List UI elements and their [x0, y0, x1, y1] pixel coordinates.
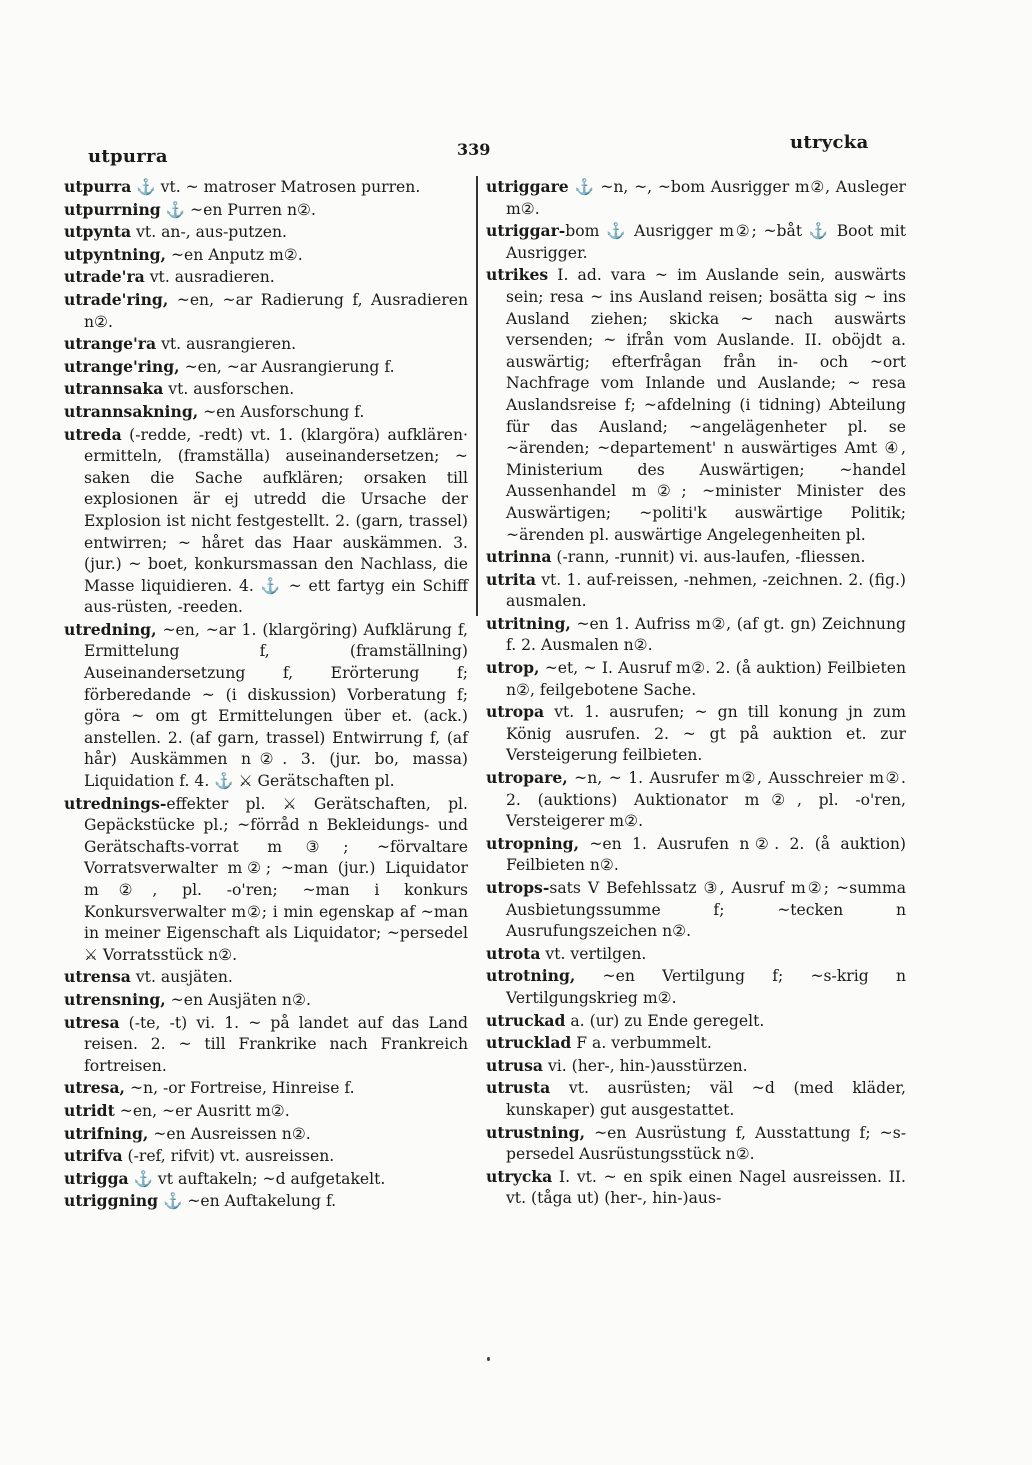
- entry-definition: effekter pl. ⚔ Gerätschaften, pl. Gepäckstücke pl.; ~förråd n Bekleidungs- und Gerätschafts-vorrat m③; ~förvaltare Vorratsverwalter m②; ~man (jur.) Liquidator m②, pl. -o'ren; ~man i konkurs Konkursverwalter m②; i min egenskap af ~man in meiner Eigenschaft als Liquidator; ~persedel ⚔ Vorratsstück n②.: [84, 794, 468, 964]
- entry-definition: ~en 1. Aufriss m②, (af gt. gn) Zeichnung f. 2. Ausmalen n②.: [506, 614, 906, 655]
- entry-headword: utrita: [486, 569, 536, 589]
- left-running-headword: utpurra: [88, 146, 168, 167]
- dictionary-entry: [486, 965, 906, 1009]
- dictionary-entry: [64, 793, 468, 967]
- dictionary-entry: [64, 356, 468, 379]
- dictionary-entry: [64, 289, 468, 333]
- entry-definition: ~en Ausjäten n②.: [165, 990, 311, 1009]
- entry-headword: utrota: [486, 943, 541, 963]
- dictionary-entry: [486, 943, 906, 966]
- dictionary-entry: [64, 1077, 468, 1100]
- dictionary-entry: [486, 657, 906, 701]
- entry-definition: ~en Ausrüstung f, Ausstattung f; ~s-persedel Ausrüstungsstück n②.: [506, 1123, 906, 1164]
- entry-definition: vt. ausrüsten; väl ~d (med kläder, kunskaper) gut ausgestattet.: [506, 1079, 906, 1119]
- entry-definition: vt. ausrangieren.: [156, 335, 297, 354]
- entry-definition: ~et, ~ I. Ausruf m②. 2. (å auktion) Feilbieten n②, feilgebotene Sache.: [506, 659, 906, 699]
- dictionary-entry: [64, 1012, 468, 1078]
- entry-headword: utropare,: [486, 768, 568, 788]
- right-column: [486, 176, 906, 1210]
- entry-headword: utrigga: [64, 1168, 129, 1188]
- entry-definition: ⚓ ~n, ~, ~bom Ausrigger m②, Ausleger m②.: [506, 178, 906, 218]
- entry-headword: utriggar-: [486, 221, 566, 241]
- dictionary-entry: [486, 1077, 906, 1121]
- entry-definition: vt. ausjäten.: [130, 968, 233, 987]
- column-divider: [476, 176, 478, 616]
- dictionary-entry: [486, 767, 906, 833]
- entry-headword: utredning,: [64, 619, 157, 639]
- dictionary-entry: [486, 1010, 906, 1033]
- dictionary-entry: [486, 1055, 906, 1078]
- entry-headword: utridt: [64, 1100, 115, 1120]
- right-running-headword: utrycka: [790, 132, 869, 153]
- entry-definition: vt. an-, aus-putzen.: [131, 223, 287, 242]
- dictionary-entry: [64, 1145, 468, 1168]
- entry-definition: F a. verbummelt.: [571, 1034, 712, 1053]
- entry-definition: ⚓ vt. ~ matroser Matrosen purren.: [131, 178, 421, 196]
- entry-headword: utropa: [486, 702, 545, 722]
- dictionary-entry: [486, 1122, 906, 1166]
- entry-headword: utrops-: [486, 878, 550, 897]
- entry-headword: utrucklad: [486, 1033, 572, 1053]
- dictionary-entry: [64, 333, 468, 356]
- entry-headword: utruckad: [486, 1010, 566, 1030]
- entry-headword: utrotning,: [486, 966, 576, 986]
- paper-speck: [487, 1357, 490, 1361]
- entry-headword: utrycka: [486, 1166, 553, 1186]
- entry-headword: utrade'ra: [64, 267, 145, 287]
- entry-definition: (-ref, rifvit) vt. ausreissen.: [122, 1147, 335, 1166]
- entry-definition: ~en, ~er Ausritt m②.: [114, 1101, 290, 1120]
- entry-definition: ~en, ~ar 1. (klargöring) Aufklärung f, Ermittelung f, (framställning) Auseinandersetzung f, Erörterung f; förberedande ~ (i diskussion) Vorberatung f; göra ~ om gt Ermittelungen über et. (ack.) anstellen. 2. (af garn, trassel) Entwirrung f, (af hår) Auskämmen n②. 3. (jur. bo, massa) Liquidation f. 4. ⚓ ⚔ Gerätschaften pl.: [84, 620, 468, 791]
- dictionary-entry: [64, 1123, 468, 1146]
- entry-definition: ~en Vertilgung f; ~s-krig n Vertilgungskrieg m②.: [506, 967, 906, 1007]
- entry-headword: utrustning,: [486, 1122, 586, 1142]
- entry-headword: utrannsaka: [64, 379, 164, 399]
- entry-headword: utriggare: [486, 177, 569, 196]
- dictionary-entry: [486, 833, 906, 877]
- dictionary-entry: [486, 877, 906, 943]
- dictionary-entry: [486, 1032, 906, 1055]
- entry-headword: utrifva: [64, 1146, 123, 1166]
- entry-headword: utrange'ra: [64, 334, 157, 354]
- entry-headword: utrusta: [486, 1078, 551, 1098]
- entry-definition: ~en 1. Ausrufen n②. 2. (å auktion) Feilbieten n②.: [506, 834, 906, 875]
- entry-headword: utpyntning,: [64, 244, 166, 264]
- entry-headword: utresa,: [64, 1078, 125, 1098]
- entry-headword: utpynta: [64, 222, 132, 242]
- dictionary-entry: [64, 989, 468, 1012]
- dictionary-entry: [486, 546, 906, 569]
- entry-headword: utrinna: [486, 547, 552, 567]
- entry-definition: vt. ausforschen.: [163, 380, 295, 399]
- entry-headword: utrednings-: [64, 793, 167, 813]
- entry-definition: ⚓ vt auftakeln; ~d aufgetakelt.: [128, 1169, 386, 1188]
- entry-headword: utritning,: [486, 613, 571, 633]
- entry-headword: utrikes: [486, 265, 549, 285]
- dictionary-entry: [486, 1166, 906, 1210]
- entry-definition: ~en Ausreissen n②.: [148, 1124, 311, 1143]
- entry-headword: utpurra: [64, 177, 132, 196]
- entry-headword: utrensa: [64, 967, 131, 987]
- dictionary-entry: [64, 244, 468, 267]
- entry-definition: I. vt. ~ en spik einen Nagel ausreissen. II. vt. (tåga ut) (her-, hin-)aus-: [506, 1167, 906, 1208]
- entry-definition: vt. 1. ausrufen; ~ gn till konung jn zum König ausrufen. 2. ~ gt på auktion et. zur Versteigerung feilbieten.: [506, 703, 906, 765]
- entry-definition: ⚓ ~en Auftakelung f.: [158, 1192, 337, 1211]
- entry-headword: utrifning,: [64, 1123, 149, 1143]
- dictionary-entry: [486, 569, 906, 613]
- entry-definition: vt. 1. auf-reissen, -nehmen, -zeichnen. 2. (fig.) ausmalen.: [506, 570, 906, 611]
- dictionary-entry: [64, 221, 468, 244]
- dictionary-entry: [64, 378, 468, 401]
- entry-headword: utrop,: [486, 658, 540, 678]
- dictionary-entry: [486, 613, 906, 657]
- dictionary-entry: [64, 1168, 468, 1191]
- entry-definition: I. ad. vara ~ im Auslande sein, auswärts sein; resa ~ ins Ausland reisen; bosätta sig ~ ins Ausland ziehen; skicka ~ nach auswärts versenden; ~ ifrån vom Auslande. II. oböjdt a. auswärtig; efterfrågan från in- och ~ort Nachfrage vom Inlande und Auslande; ~ resa Auslandsreise f; ~afdelning (i tidning) Abteilung für das Ausland; ~angelägenheter pl. se ~ärenden; ~departement' n auswärtiges Amt ④, Ministerium des Auswärtigen; ~handel Aussenhandel m②; ~minister Minister des Auswärtigen; ~politi'k auswärtige Politik; ~ärenden pl. auswärtige Angelegenheiten pl.: [506, 266, 906, 544]
- dictionary-entry: [64, 1100, 468, 1123]
- page-header: [0, 128, 1032, 168]
- entry-headword: utrade'ring,: [64, 289, 169, 309]
- dictionary-entry: [64, 401, 468, 424]
- entry-definition: ~n, ~ 1. Ausrufer m②, Ausschreier m②. 2. (auktions) Auktionator m②, pl. -o'ren, Versteigerer m②.: [506, 769, 906, 831]
- entry-definition: sats V Befehlssatz ③, Ausruf m②; ~summa Ausbietungssumme f; ~tecken n Ausrufungszeichen n②.: [506, 879, 906, 941]
- dictionary-entry: [486, 176, 906, 220]
- dictionary-entry: [486, 220, 906, 264]
- entry-definition: ~n, -or Fortreise, Hinreise f.: [125, 1079, 355, 1098]
- entry-definition: ~en Anputz m②.: [165, 245, 303, 264]
- entry-definition: (-redde, -redt) vt. 1. (klargöra) aufklären· ermitteln, (framställa) auseinandersetzen; ~ saken die Sache aufklären; orsaken till explosionen är ej utredd die Ursache der Explosion ist nicht festgestellt. 2. (garn, trassel) entwirren; ~ håret das Haar auskämmen. 3. (jur.) ~ boet, konkursmassan den Nachlass, die Masse liquidieren. 4. ⚓ ~ ett fartyg ein Schiff aus-rüsten, -reeden.: [84, 425, 468, 617]
- dictionary-entry: [486, 701, 906, 767]
- entry-headword: utresa: [64, 1012, 120, 1032]
- dictionary-entry: [64, 199, 468, 222]
- dictionary-entry: [64, 176, 468, 199]
- entry-definition: vt. ausradieren.: [144, 268, 275, 287]
- dictionary-entry: [64, 966, 468, 989]
- entry-definition: (-rann, -runnit) vi. aus-laufen, -fliessen.: [551, 548, 866, 567]
- dictionary-entry: [64, 266, 468, 289]
- entry-definition: vt. vertilgen.: [540, 944, 647, 963]
- entry-headword: utropning,: [486, 833, 579, 853]
- entry-definition: ⚓ ~en Purren n②.: [160, 200, 316, 219]
- dictionary-entry: [64, 424, 468, 619]
- entry-headword: utrusa: [486, 1055, 543, 1075]
- dictionary-entry: [486, 264, 906, 546]
- entry-definition: ~en, ~ar Ausrangierung f.: [179, 357, 395, 376]
- page-number: 339: [457, 140, 491, 159]
- entry-definition: bom ⚓ Ausrigger m②; ~båt ⚓ Boot mit Ausrigger.: [506, 222, 906, 262]
- entry-headword: utrange'ring,: [64, 356, 180, 376]
- entry-headword: utreda: [64, 424, 122, 444]
- dictionary-entry: [64, 1190, 468, 1213]
- entry-headword: utrensning,: [64, 989, 166, 1009]
- entry-definition: vi. (her-, hin-)ausstürzen.: [542, 1056, 748, 1075]
- dictionary-entry: [64, 619, 468, 793]
- entry-headword: utpurrning: [64, 199, 161, 219]
- entry-headword: utriggning: [64, 1191, 158, 1211]
- entry-definition: ~en, ~ar Radierung f, Ausradieren n②.: [84, 290, 468, 331]
- entry-headword: utrannsakning,: [64, 401, 199, 421]
- entry-definition: ~en Ausforschung f.: [198, 402, 365, 421]
- left-column: [64, 176, 468, 1213]
- entry-definition: a. (ur) zu Ende geregelt.: [565, 1011, 765, 1030]
- entry-definition: (-te, -t) vi. 1. ~ på landet auf das Land reisen. 2. ~ till Frankrike nach Frankreich fortreisen.: [84, 1013, 468, 1075]
